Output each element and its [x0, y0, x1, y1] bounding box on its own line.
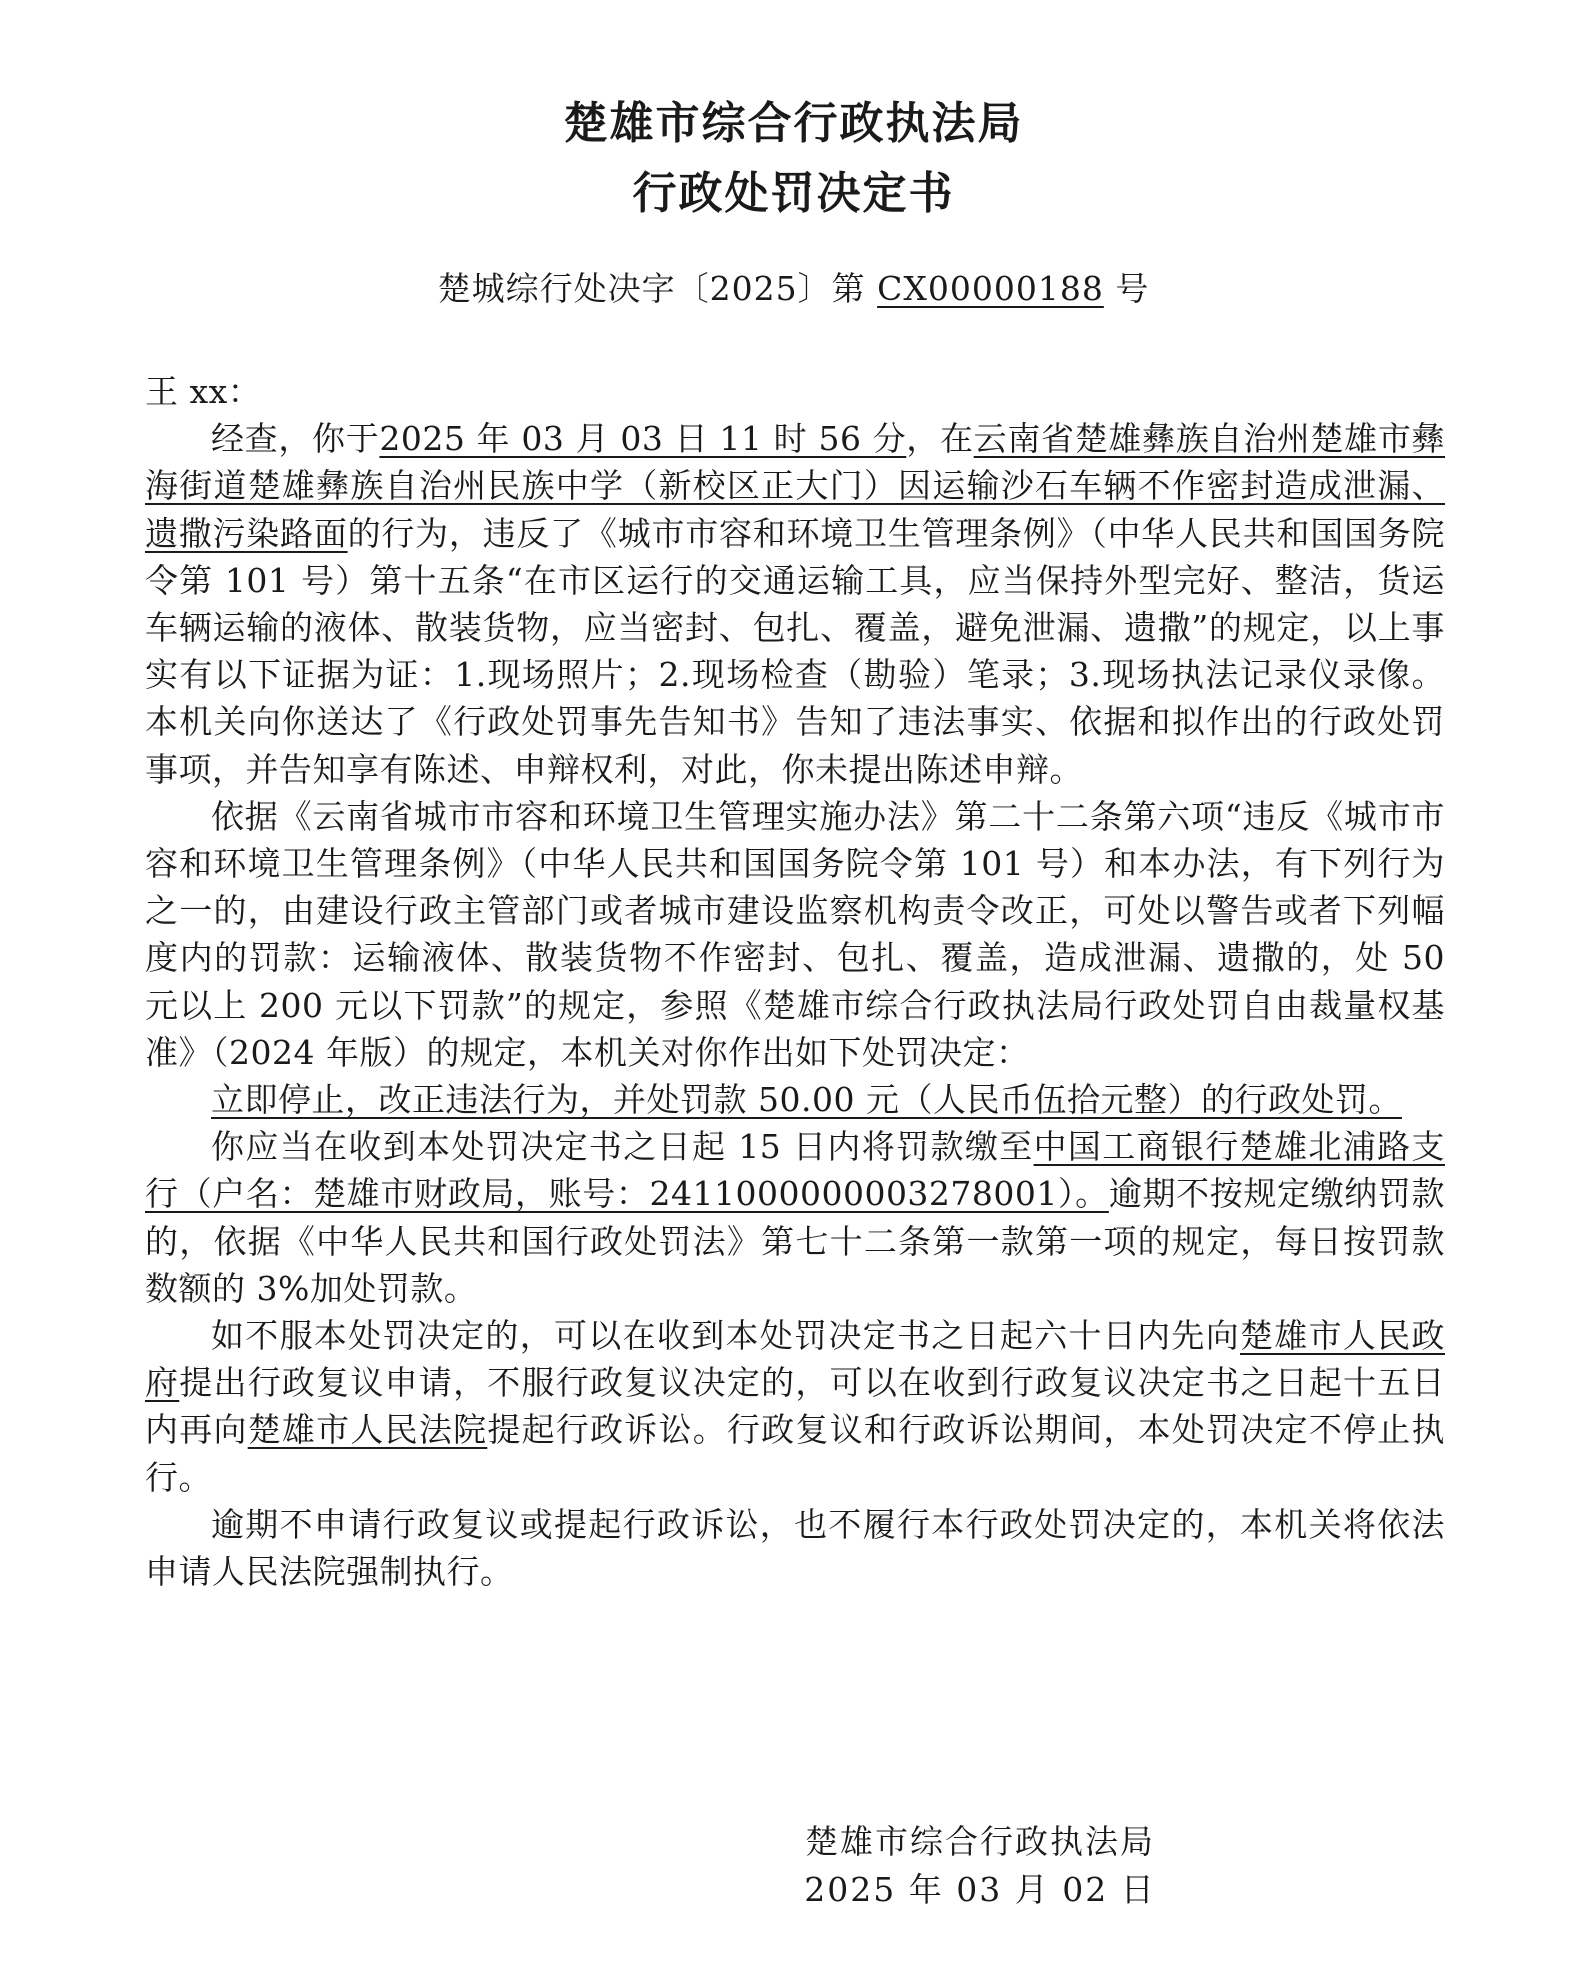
document-number — [0, 269, 1587, 308]
appeal-court: 楚雄市人民法院 — [247, 1410, 488, 1450]
violation-datetime: 2025 年 03 月 03 日 11 时 56 分 — [379, 419, 907, 459]
facts-connector: ，在 — [906, 419, 974, 459]
document-body — [145, 368, 1445, 1595]
paragraph-legal-basis: 依据《云南省城市市容和环境卫生管理实施办法》第二十二条第六项“违反《城市市容和环境卫生管理条例》（中华人民共和国国务院令第 101 号）和本办法，有下列行为之一的，由建设行政主管部门或者城市建设监察机构责令改正，可处以警告或者下列幅度内的罚款：运输液体、散装货物不作密封、包扎、覆盖，造成泄漏、遗撒的，处 50 元以上 200 元以下罚款”的规定，参照《楚雄市综合行政执法局行政处罚自由裁量权基准》（2024 年版）的规定，本机关对你作出如下处罚决定： — [145, 796, 1445, 1072]
paragraph-decision — [145, 1076, 1445, 1123]
signature-date: 2025 年 03 月 02 日 — [804, 1870, 1156, 1909]
appeal-end: 提起行政诉讼。行政复议和行政诉讼期间，本处罚决定不停止执行。 — [145, 1410, 1446, 1497]
doc-number-suffix: 号 — [1115, 269, 1150, 308]
doc-number-value: CX00000188 — [877, 269, 1104, 308]
appeal-government: 楚雄市人民政府 — [145, 1316, 1446, 1403]
violation-location: 云南省楚雄彝族自治州楚雄市彝海街道楚雄彝族自治州民族中学（新校区正大门）因运输沙石车辆不作密封造成泄漏、遗撒污染路面 — [145, 419, 1446, 553]
doc-number-prefix: 楚城综行处决字〔2025〕第 — [437, 269, 866, 308]
salutation: 王 xx： — [145, 372, 262, 411]
document-title-line2: 行政处罚决定书 — [632, 168, 955, 219]
appeal-intro: 如不服本处罚决定的，可以在收到本处罚决定书之日起六十日内先向 — [211, 1316, 1240, 1356]
document-title-line1: 楚雄市综合行政执法局 — [563, 98, 1024, 149]
signature-org: 楚雄市综合行政执法局 — [805, 1822, 1155, 1861]
facts-detail: 的行为，违反了《城市市容和环境卫生管理条例》（中华人民共和国国务院令第 101 号）第十五条“在市区运行的交通运输工具，应当保持外型完好、整洁，货运车辆运输的液体、散装货物，应当密封、包扎、覆盖，避免泄漏、遗撒”的规定，以上事实有以下证据为证：1.现场照片；2.现场检查（勘验）笔录；3.现场执法记录仪录像。本机关向你送达了《行政处罚事先告知书》告知了违法事实、依据和拟作出的行政处罚事项，并告知享有陈述、申辩权利，对此，你未提出陈述申辩。 — [145, 513, 1446, 789]
penalty-decision: 立即停止，改正违法行为，并处罚款 50.00 元（人民币伍拾元整）的行政处罚。 — [211, 1080, 1402, 1120]
appeal-middle: 提出行政复议申请，不服行政复议决定的，可以在收到行政复议决定书之日起十五日内再向 — [145, 1363, 1446, 1450]
payment-intro: 你应当在收到本处罚决定书之日起 15 日内将罚款缴至 — [211, 1127, 1034, 1167]
facts-intro: 经查，你于 — [211, 419, 380, 459]
payment-late-penalty: 逾期不按规定缴纳罚款的，依据《中华人民共和国行政处罚法》第七十二条第一款第一项的规定，每日按罚款数额的 3%加处罚款。 — [145, 1174, 1446, 1308]
paragraph-appeal — [145, 1312, 1445, 1501]
paragraph-payment — [145, 1123, 1445, 1312]
payment-bank-account: 中国工商银行楚雄北浦路支行（户名：楚雄市财政局，账号：2411000000003278001）。 — [145, 1127, 1445, 1214]
paragraph-enforcement: 逾期不申请行政复议或提起行政诉讼，也不履行本行政处罚决定的，本机关将依法申请人民法院强制执行。 — [145, 1504, 1445, 1592]
paragraph-facts — [145, 415, 1445, 793]
signature-block — [700, 1818, 1260, 1914]
